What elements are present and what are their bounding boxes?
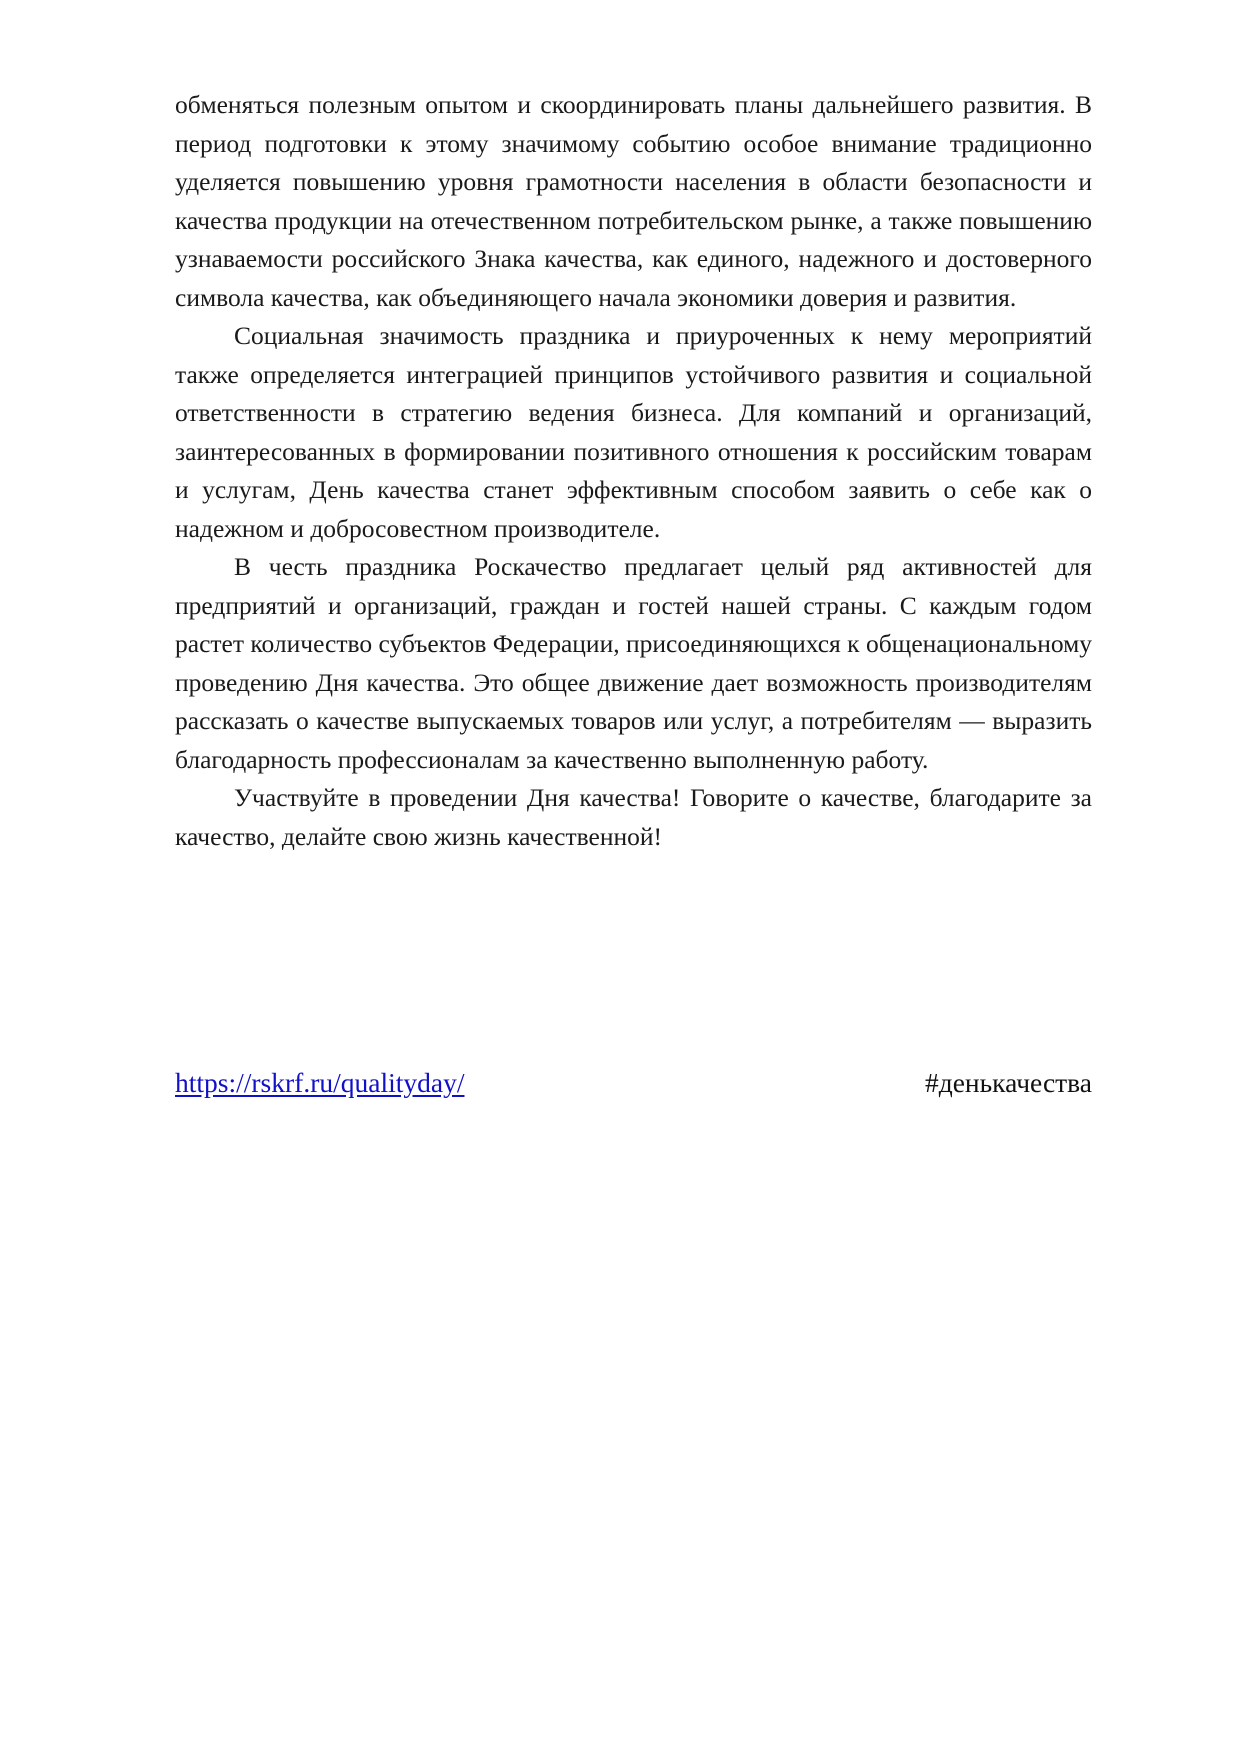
body-text xyxy=(175,86,1092,856)
hashtag-text: #денькачества xyxy=(924,1067,1092,1098)
paragraph-activities: В честь праздника Роскачество предлагает целый ряд активностей для предприятий и организаций, граждан и гостей нашей страны. С каждым годом растет количество субъектов Федерации, присоединяющихся к общенациональному проведению Дня качества. Это общее движение дает возможность производителям рассказать о качестве выпускаемых товаров или услуг, а потребителям — выразить благодарность профессионалам за качественно выполненную работу. xyxy=(175,552,1092,774)
paragraph-call-to-action: Участвуйте в проведении Дня качества! Говорите о качестве, благодарите за качество, делайте свою жизнь качественной! xyxy=(175,783,1092,851)
quality-day-link[interactable]: https://rskrf.ru/qualityday/ xyxy=(175,1067,465,1098)
footer-line xyxy=(175,1063,1092,1103)
paragraph-continuation: обменяться полезным опытом и скоординировать планы дальнейшего развития. В период подготовки к этому значимому событию особое внимание традиционно уделяется повышению уровня грамотности населения в области безопасности и качества продукции на отечественном потребительском рынке, а также повышению узнаваемости российского Знака качества, как единого, надежного и достоверного символа качества, как объединяющего начала экономики доверия и развития. xyxy=(175,90,1092,312)
paragraph-social-significance: Социальная значимость праздника и приуроченных к нему мероприятий также определяется интеграцией принципов устойчивого развития и социальной ответственности в стратегию ведения бизнеса. Для компаний и организаций, заинтересованных в формировании позитивного отношения к российским товарам и услугам, День качества станет эффективным способом заявить о себе как о надежном и добросовестном производителе. xyxy=(175,321,1092,543)
